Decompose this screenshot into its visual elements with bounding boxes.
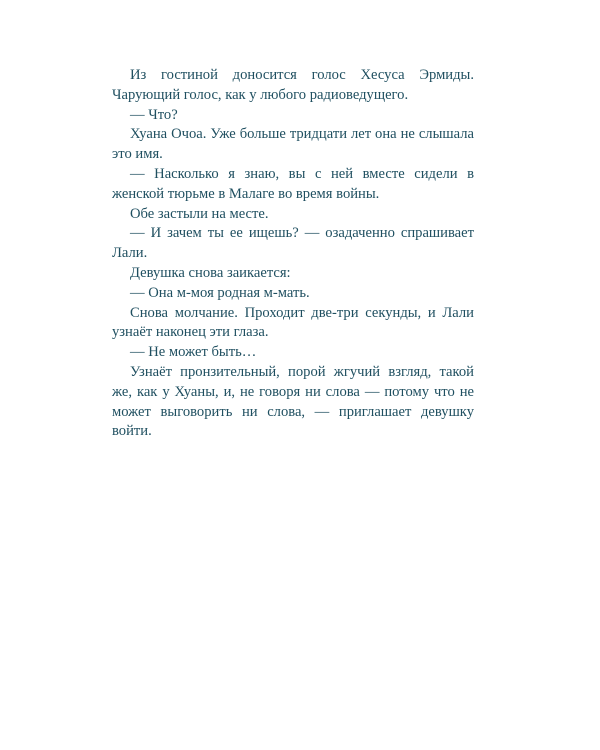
paragraph: — Насколько я знаю, вы с ней вместе сидели в женской тюрьме в Малаге во время войны.: [112, 165, 474, 202]
paragraph: Из гостиной доносится голос Хесуса Эрмиды. Чарующий голос, как у любого радиоведущего.: [112, 67, 474, 103]
paragraph: Снова молчание. Проходит две-три секунды, и Лали узнаёт наконец эти глаза.: [112, 304, 474, 341]
paragraph: Узнаёт пронзительный, порой жгучий взгляд, такой же, как у Хуаны, и, не говоря ни слова — потому что не может выговорить ни слова, — приглашает девушку войти.: [112, 363, 474, 440]
paragraph: Девушка снова заикается:: [130, 264, 291, 281]
paragraph: — Не может быть…: [130, 344, 257, 361]
paragraph: — Что?: [130, 106, 178, 123]
paragraph: — И зачем ты ее ищешь? — озадаченно спрашивает Лали.: [112, 225, 474, 262]
body-text: [112, 66, 474, 442]
paragraph: Хуана Очоа. Уже больше тридцати лет она не слышала это имя.: [112, 126, 474, 163]
paragraph: — Она м-моя родная м-мать.: [130, 284, 310, 301]
paragraph: Обе застыли на месте.: [130, 205, 269, 222]
